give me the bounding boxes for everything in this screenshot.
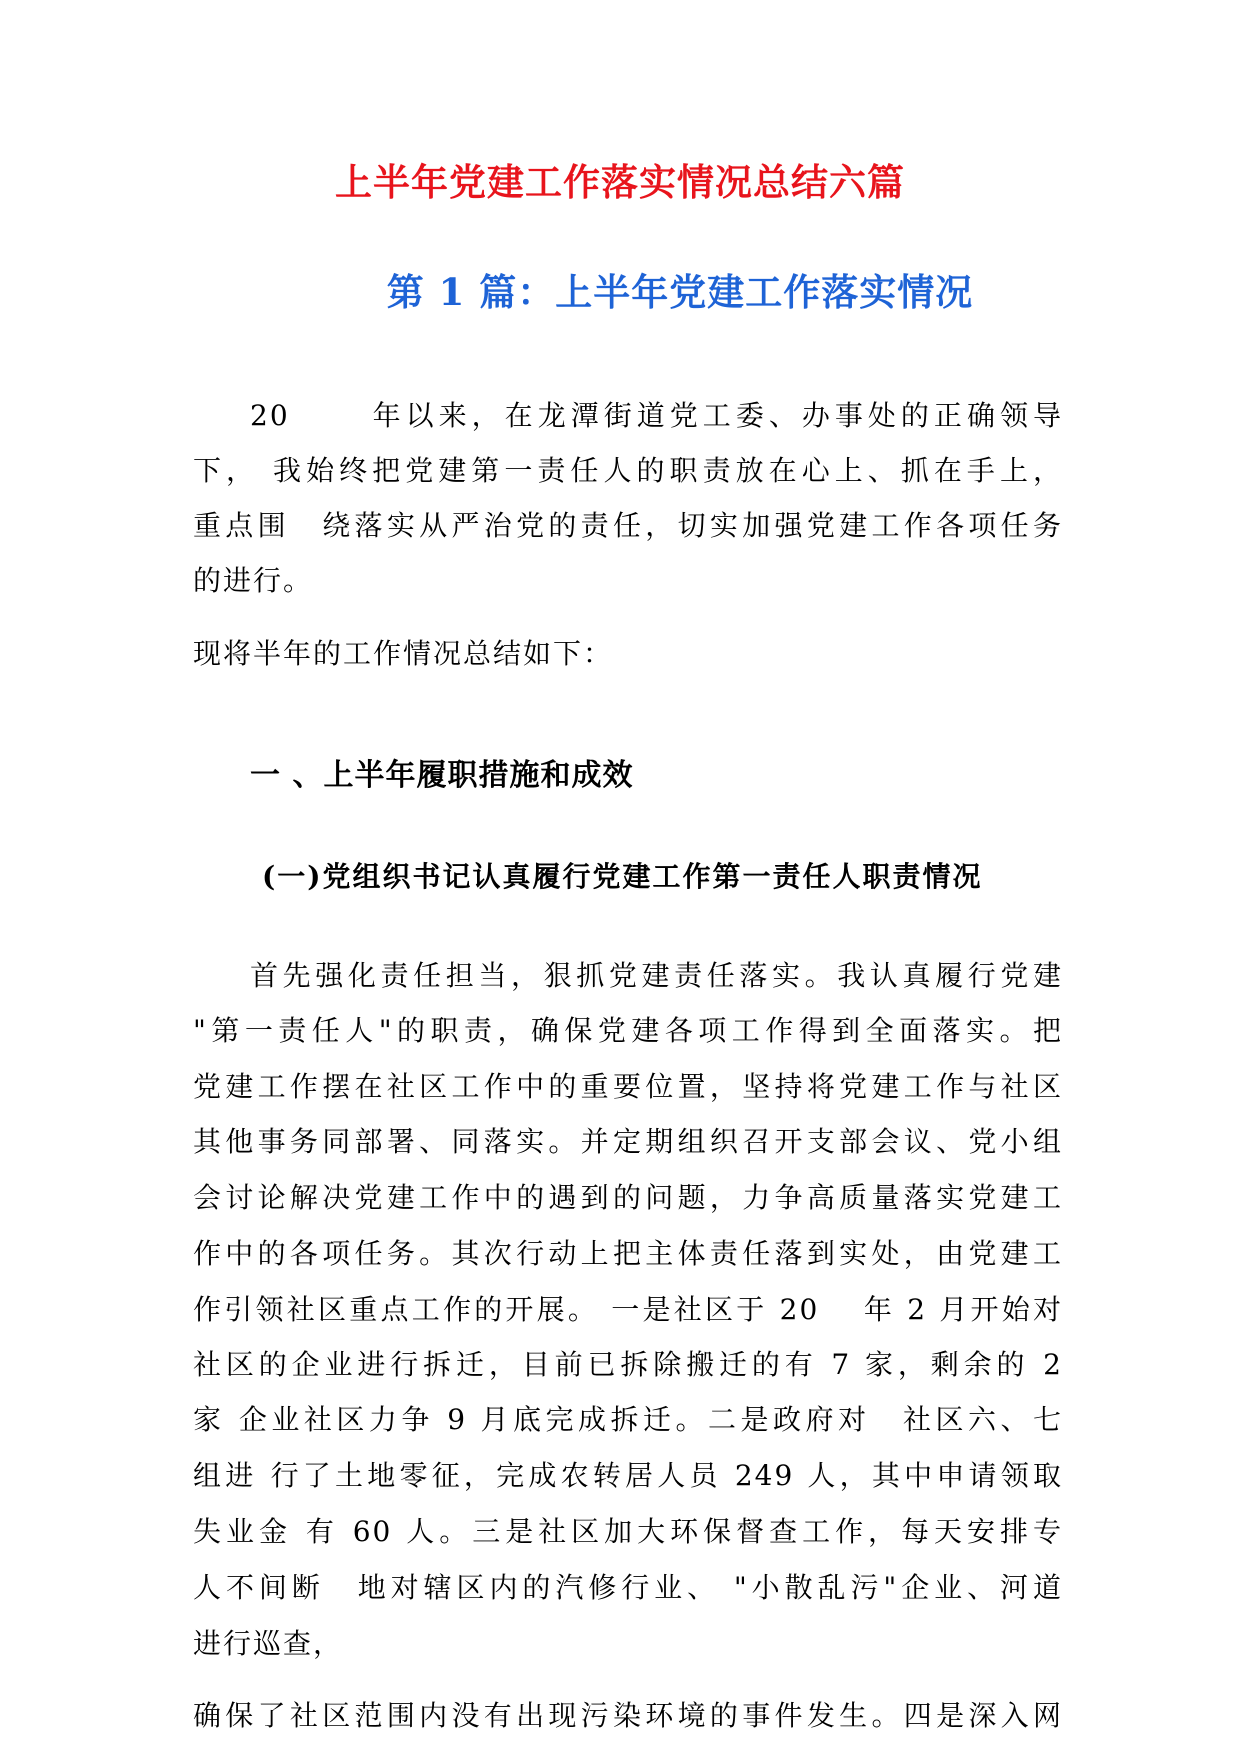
body-line: 家 企业社区力争 9 月底完成拆迁。二是政府对 社区六、七: [193, 1403, 1063, 1436]
body-line: 社区的企业进行拆迁，目前已拆除搬迁的有 7 家，剩余的 2: [193, 1348, 1063, 1381]
intro-line: 重点围 绕落实从严治党的责任，切实加强党建工作各项任务: [193, 509, 1063, 542]
section-heading: 一 、上半年履职措施和成效: [250, 758, 634, 793]
intro-line: 的进行。: [193, 564, 314, 597]
body-line: 人不间断 地对辖区内的汽修行业、 "小散乱污"企业、河道: [193, 1571, 1063, 1604]
intro-line: 20 年以来，在龙潭街道党工委、办事处的正确领导: [250, 399, 1063, 432]
body-line: 进行巡查，: [193, 1627, 344, 1660]
body-line: 作引领社区重点工作的开展。 一是社区于 20 年 2 月开始对: [193, 1293, 1063, 1326]
continued-line: 确保了社区范围内没有出现污染环境的事件发生。四是深入网: [193, 1699, 1063, 1732]
body-line: 会讨论解决党建工作中的遇到的问题，力争高质量落实党建工: [193, 1181, 1063, 1214]
body-line: 作中的各项任务。其次行动上把主体责任落到实处，由党建工: [193, 1237, 1063, 1270]
intro-line: 下， 我始终把党建第一责任人的职责放在心上、抓在手上，: [193, 454, 1063, 487]
body-line: 失业金 有 60 人。三是社区加大环保督查工作，每天安排专: [193, 1515, 1063, 1548]
summary-line: 现将半年的工作情况总结如下：: [193, 637, 614, 670]
body-line: 组进 行了土地零征，完成农转居人员 249 人，其中申请领取: [193, 1459, 1063, 1492]
body-line: 其他事务同部署、同落实。并定期组织召开支部会议、党小组: [193, 1125, 1063, 1158]
subsection-heading: (一)党组织书记认真履行党建工作第一责任人职责情况: [262, 860, 983, 893]
body-line: "第一责任人"的职责，确保党建各项工作得到全面落实。把: [193, 1014, 1063, 1047]
body-line: 党建工作摆在社区工作中的重要位置，坚持将党建工作与社区: [193, 1070, 1063, 1103]
body-line: 首先强化责任担当，狠抓党建责任落实。我认真履行党建: [250, 959, 1063, 992]
document-title: 上半年党建工作落实情况总结六篇: [335, 160, 905, 204]
document-subtitle: 第 1 篇：上半年党建工作落实情况: [386, 270, 974, 314]
